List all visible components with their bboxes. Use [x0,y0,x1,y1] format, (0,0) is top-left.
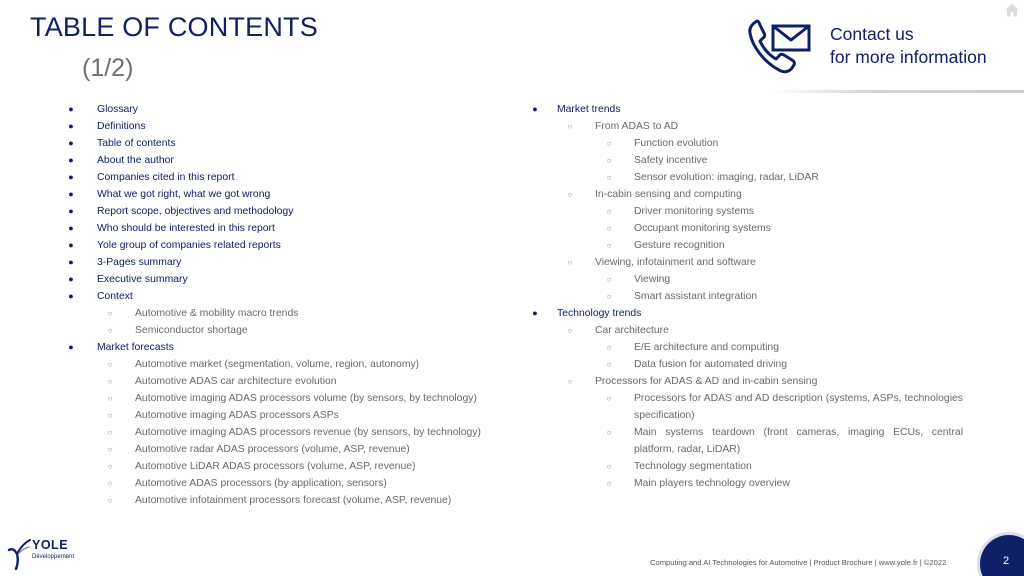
circle-bullet-icon: ○ [606,462,612,471]
circle-bullet-icon: ○ [606,241,612,250]
toc-subitem: ○ Automotive LiDAR ADAS processors (volume, ASP, revenue) [62,458,502,475]
toc-subitem: ○ Automotive market (segmentation, volume, region, autonomy) [62,356,502,373]
toc-subsubitem: ○ Main systems teardown (front cameras, imaging ECUs, central platform, radar, LiDAR) [522,424,967,458]
circle-bullet-icon: ○ [107,326,113,335]
logo-name: YOLE [32,538,69,552]
circle-bullet-icon: ○ [567,190,573,199]
bullet-icon: ● [68,342,74,352]
contact-us-link[interactable] [746,16,1016,80]
toc-item[interactable]: ● Table of contents [62,135,502,152]
contact-line-2: for more information [830,47,987,67]
circle-bullet-icon: ○ [107,394,113,403]
page-number-badge [980,535,1024,576]
toc-subsubitem: ○ Function evolution [522,135,967,152]
toc-subitem: ○ Automotive & mobility macro trends [62,305,502,322]
toc-subitem: ○ Semiconductor shortage [62,322,502,339]
bullet-icon: ● [68,172,74,182]
toc-subitem: ○ Processors for ADAS & AD and in-cabin sensing [522,373,967,390]
toc-item[interactable]: ● About the author [62,152,502,169]
circle-bullet-icon: ○ [606,394,612,403]
toc-subitem: ○ Automotive radar ADAS processors (volume, ASP, revenue) [62,441,502,458]
yole-logo[interactable] [6,536,82,570]
toc-item[interactable]: ● Who should be interested in this report [62,220,502,237]
toc-subsubitem: ○ Sensor evolution: imaging, radar, LiDAR [522,169,967,186]
toc-item[interactable]: ● Companies cited in this report [62,169,502,186]
toc-item[interactable]: ● Market forecasts [62,339,502,356]
toc-item[interactable]: ● Technology trends [522,305,967,322]
page-number: 2 [1003,555,1010,567]
toc-left-column [62,101,502,509]
circle-bullet-icon: ○ [606,139,612,148]
phone-mail-icon [746,16,812,76]
circle-bullet-icon: ○ [107,377,113,386]
toc-subitem: ○ Car architecture [522,322,967,339]
toc-item[interactable]: ● Market trends [522,101,967,118]
circle-bullet-icon: ○ [606,360,612,369]
bullet-icon: ● [68,138,74,148]
toc-subsubitem: ○ Technology segmentation [522,458,967,475]
toc-subitem: ○ Automotive imaging ADAS processors ASPs [62,407,502,424]
yole-logo-icon [6,536,32,570]
circle-bullet-icon: ○ [606,428,612,437]
contact-line-1: Contact us [830,24,914,44]
circle-bullet-icon: ○ [606,207,612,216]
toc-subsubitem: ○ Driver monitoring systems [522,203,967,220]
circle-bullet-icon: ○ [606,292,612,301]
bullet-icon: ● [68,189,74,199]
toc-subsubitem: ○ Data fusion for automated driving [522,356,967,373]
circle-bullet-icon: ○ [567,377,573,386]
toc-subsubitem: ○ Main players technology overview [522,475,967,492]
circle-bullet-icon: ○ [107,462,113,471]
toc-item[interactable]: ● Glossary [62,101,502,118]
toc-item[interactable]: ● 3-Pages summary [62,254,502,271]
toc-subitem: ○ Viewing, infotainment and software [522,254,967,271]
toc-item[interactable]: ● Context [62,288,502,305]
toc-item[interactable]: ● Definitions [62,118,502,135]
toc-item[interactable]: ● Executive summary [62,271,502,288]
page-subtitle: (1/2) [82,54,134,82]
bullet-icon: ● [68,240,74,250]
footer-text: Computing and AI Technologies for Automotive | Product Brochure | www.yole.fr | ©2022 [650,558,947,567]
page-title: TABLE OF CONTENTS [30,12,318,42]
contact-text [830,23,987,69]
bullet-icon: ● [68,274,74,284]
toc-subsubitem: ○ Viewing [522,271,967,288]
circle-bullet-icon: ○ [606,479,612,488]
circle-bullet-icon: ○ [107,428,113,437]
circle-bullet-icon: ○ [107,496,113,505]
toc-subsubitem: ○ Processors for ADAS and AD description (systems, ASPs, technologies specification) [522,390,967,424]
toc-right-column [522,101,967,492]
circle-bullet-icon: ○ [107,479,113,488]
toc-subsubitem: ○ E/E architecture and computing [522,339,967,356]
circle-bullet-icon: ○ [107,360,113,369]
toc-subsubitem: ○ Smart assistant integration [522,288,967,305]
bullet-icon: ● [532,104,538,114]
toc-subsubitem: ○ Safety incentive [522,152,967,169]
logo-subtitle: Développement [32,554,75,560]
circle-bullet-icon: ○ [567,326,573,335]
circle-bullet-icon: ○ [606,156,612,165]
toc-subsubitem: ○ Occupant monitoring systems [522,220,967,237]
bullet-icon: ● [68,206,74,216]
bullet-icon: ● [68,104,74,114]
bullet-icon: ● [532,308,538,318]
bullet-icon: ● [68,155,74,165]
contact-divider [770,90,1024,93]
circle-bullet-icon: ○ [107,445,113,454]
bullet-icon: ● [68,223,74,233]
toc-subitem: ○ Automotive ADAS car architecture evolution [62,373,502,390]
toc-item[interactable]: ● Report scope, objectives and methodology [62,203,502,220]
circle-bullet-icon: ○ [567,258,573,267]
circle-bullet-icon: ○ [606,275,612,284]
toc-subsubitem: ○ Gesture recognition [522,237,967,254]
toc-item[interactable]: ● What we got right, what we got wrong [62,186,502,203]
toc-subitem: ○ Automotive infotainment processors forecast (volume, ASP, revenue) [62,492,502,509]
toc-subitem: ○ Automotive imaging ADAS processors volume (by sensors, by technology) [62,390,502,407]
bullet-icon: ● [68,291,74,301]
toc-subitem: ○ Automotive imaging ADAS processors revenue (by sensors, by technology) [62,424,502,441]
circle-bullet-icon: ○ [606,224,612,233]
toc-subitem: ○ In-cabin sensing and computing [522,186,967,203]
circle-bullet-icon: ○ [606,173,612,182]
circle-bullet-icon: ○ [606,343,612,352]
toc-subitem: ○ From ADAS to AD [522,118,967,135]
circle-bullet-icon: ○ [107,309,113,318]
toc-item[interactable]: ● Yole group of companies related reports [62,237,502,254]
bullet-icon: ● [68,257,74,267]
circle-bullet-icon: ○ [107,411,113,420]
toc-subitem: ○ Automotive ADAS processors (by application, sensors) [62,475,502,492]
bullet-icon: ● [68,121,74,131]
circle-bullet-icon: ○ [567,122,573,131]
